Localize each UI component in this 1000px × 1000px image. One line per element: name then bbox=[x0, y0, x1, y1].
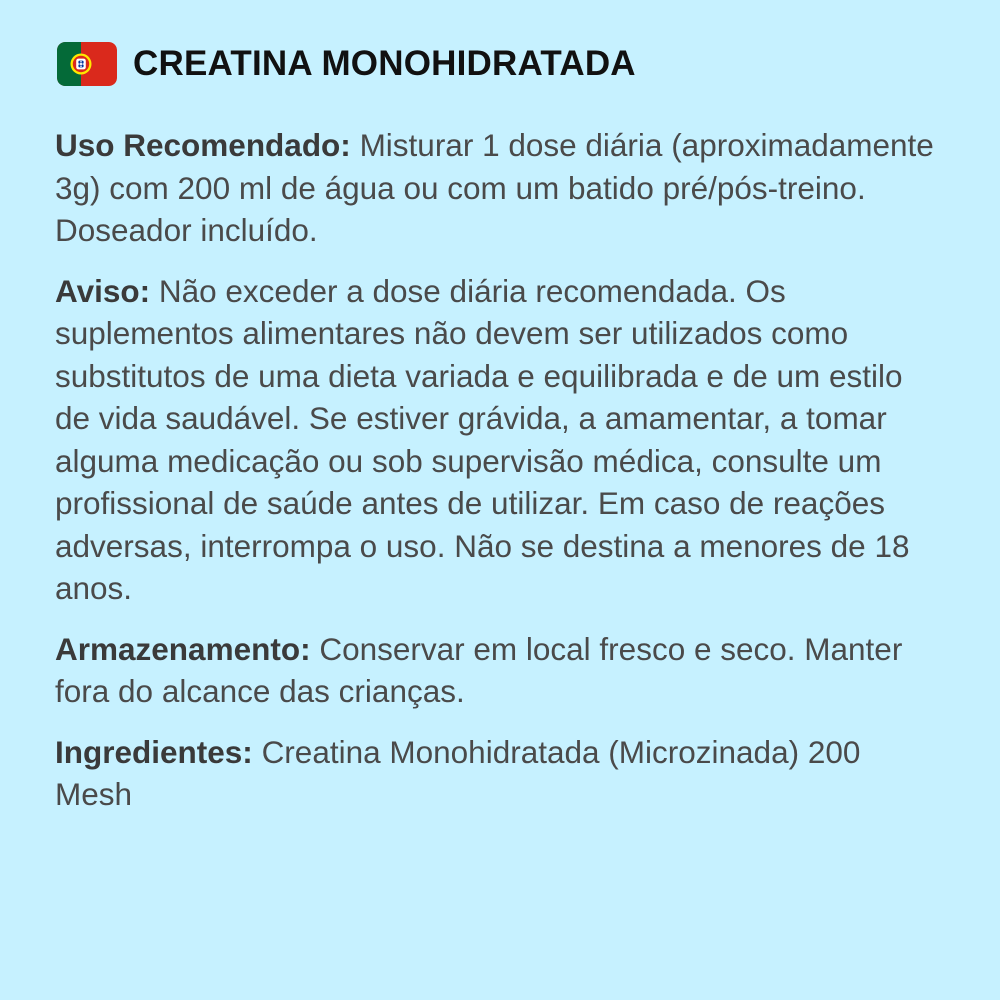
warning-section bbox=[55, 270, 935, 610]
recommended-use-label: Uso Recomendado: bbox=[55, 127, 351, 163]
warning-label: Aviso: bbox=[55, 272, 151, 309]
ingredients-section bbox=[55, 731, 935, 816]
recommended-use-section bbox=[55, 124, 935, 252]
portugal-flag-icon bbox=[57, 42, 117, 86]
page-title: CREATINA MONOHIDRATADA bbox=[133, 44, 636, 83]
header bbox=[57, 42, 636, 86]
storage-text: Conservar em local fresco e seco. Manter fora do alcance das crianças. bbox=[55, 630, 903, 709]
warning-text: Não exceder a dose diária recomendada. Os suplementos alimentares não devem ser utilizados como substitutos de uma dieta variada e equilibrada e de um estilo de vida saudável. Se estiver grávida, a amamentar, a tomar alguma medicação ou sob supervisão médica, consulte um profissional de saúde antes de utilizar. Em caso de reações adversas, interrompa o uso. Não se destina a menores de 18 anos. bbox=[55, 272, 910, 606]
storage-label: Armazenamento: bbox=[55, 630, 311, 667]
ingredients-text: Creatina Monohidratada (Microzinada) 200 Mesh bbox=[55, 733, 861, 812]
label-content bbox=[55, 124, 935, 834]
storage-section bbox=[55, 628, 935, 713]
recommended-use-text: Misturar 1 dose diária (aproximadamente 3g) com 200 ml de água ou com um batido pré/pós-treino. Doseador incluído. bbox=[55, 127, 934, 248]
ingredients-label: Ingredientes: bbox=[55, 733, 253, 770]
